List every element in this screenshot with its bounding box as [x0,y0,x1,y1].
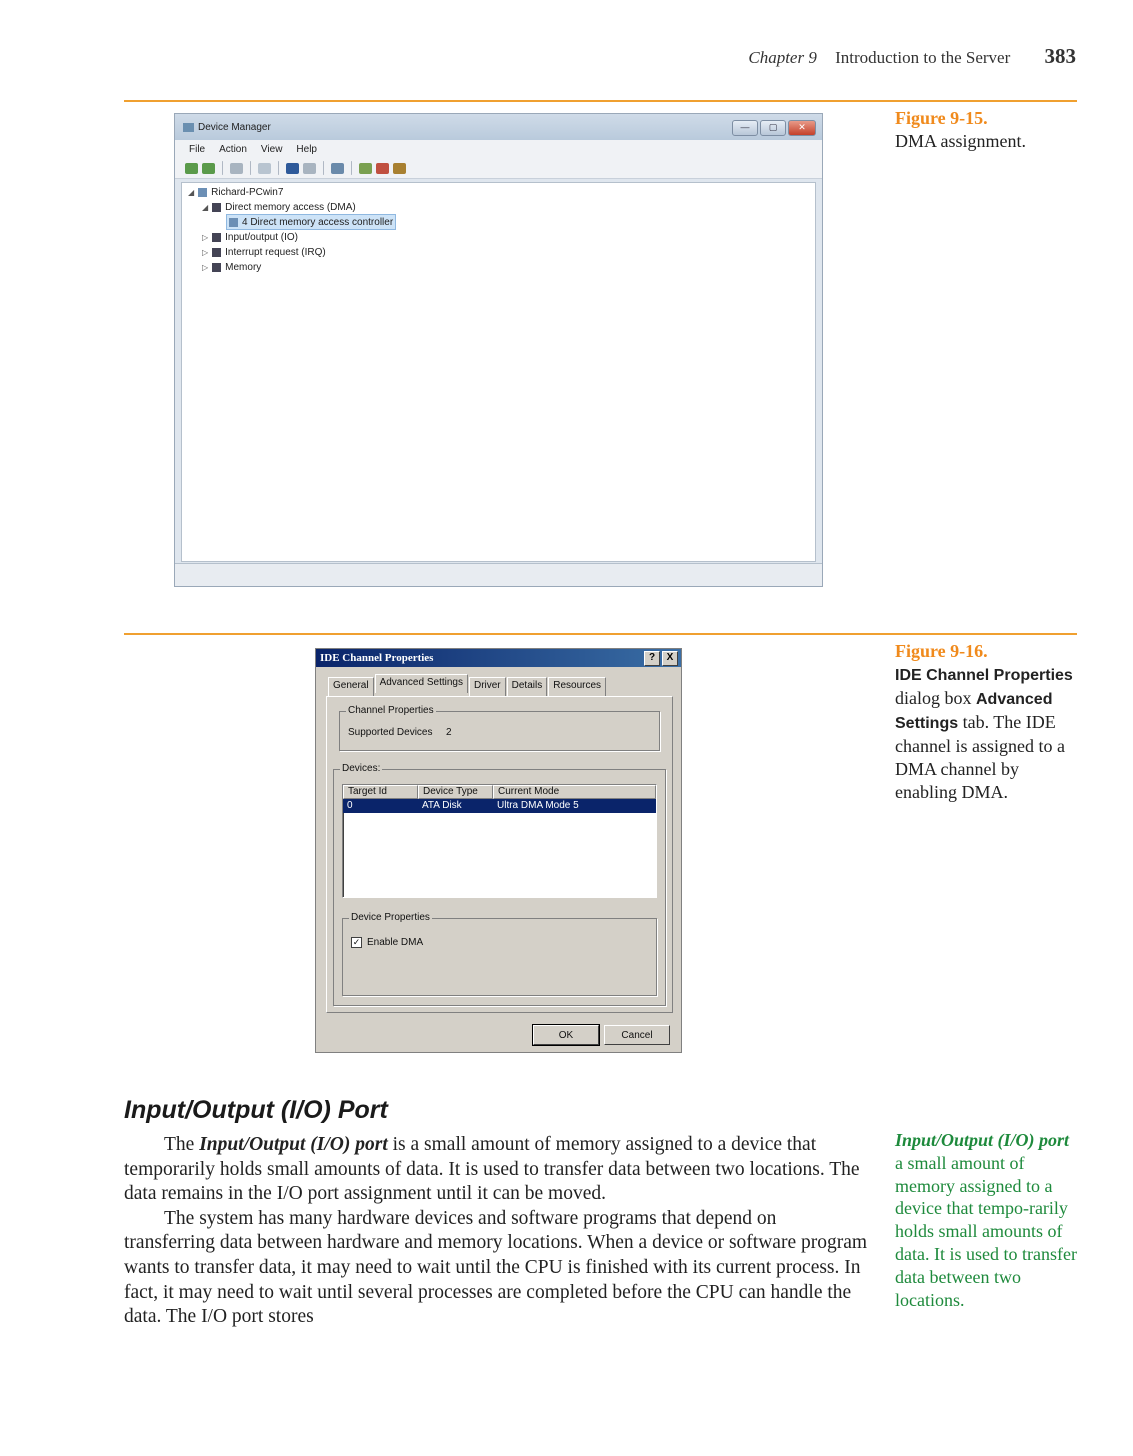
toolbar-separator [250,161,251,175]
list-header [343,785,656,799]
column-device-type[interactable]: Device Type [418,785,493,799]
tree-item-memory[interactable] [202,260,261,274]
key-term: Input/Output (I/O) port [199,1134,388,1155]
group-legend: Devices: [342,763,381,774]
toolbar-separator [278,161,279,175]
tree-item-label: Interrupt request (IRQ) [225,246,326,258]
dialog-titlebar [316,649,681,667]
tree-item-label: Direct memory access (DMA) [225,201,356,213]
device-manager-icon [183,123,194,132]
margin-definition [895,1129,1080,1311]
menu-bar [175,140,822,158]
toolbar [175,158,822,179]
figure-15-label: Figure 9-15. [895,108,988,128]
disable-device-icon[interactable] [393,163,406,174]
back-arrow-icon[interactable] [185,163,198,174]
tree-item-irq[interactable] [202,245,326,259]
checkmark-icon[interactable]: ✓ [352,937,361,947]
help-icon[interactable] [286,163,299,174]
update-driver-icon[interactable] [359,163,372,174]
device-manager-title: Device Manager [198,121,271,133]
expand-arrow-icon[interactable]: ▷ [202,247,209,257]
paragraph-text: is a small amount of memory assigned to a device that temporarily holds small amounts of data. It is used to transfer data between two locations. The data remains in the I/O port assignment until it can be moved. [124,1134,860,1205]
toolbar-separator [351,161,352,175]
menu-view[interactable]: View [260,143,283,155]
collapse-arrow-icon[interactable]: ◢ [202,202,209,212]
caption-tab-name: Advanced Settings [895,691,1053,732]
figure-16-caption [895,640,1080,804]
tree-item-dma[interactable] [202,200,356,214]
close-button[interactable]: X [662,651,678,666]
device-properties-group [342,912,657,996]
column-current-mode[interactable]: Current Mode [493,785,656,799]
controller-icon [229,218,238,227]
advanced-settings-panel [326,696,673,1013]
scan-hardware-icon[interactable] [331,163,344,174]
device-tree [181,182,816,562]
help-button[interactable]: ? [644,651,660,666]
devices-list [342,784,657,898]
resource-icon [212,203,221,212]
enable-dma-checkbox[interactable] [351,937,423,948]
tab-advanced-settings[interactable]: Advanced Settings [375,674,468,693]
uninstall-icon[interactable] [376,163,389,174]
group-legend: Device Properties [351,912,430,923]
running-header [748,44,1076,69]
supported-devices-value: 2 [446,727,452,738]
status-bar [175,563,822,586]
tree-item-dma-controller[interactable] [226,214,396,230]
paragraph-2: The system has many hardware devices and software programs that depend on transferring data between hardware and memory locations. When a device or software program wants to transfer data, it may need to wait until the CPU is finished with its current process. In fact, it may need to wait until several processes are completed before the CPU can handle the data. The I/O port stores [124,1207,868,1328]
show-hidden-icon[interactable] [258,163,271,174]
group-legend: Channel Properties [348,705,434,716]
caption-dialog-name: IDE Channel Properties [895,667,1073,684]
resource-icon [212,263,221,272]
device-manager-titlebar [175,114,822,140]
toolbar-separator [323,161,324,175]
dialog-title: IDE Channel Properties [320,652,434,664]
tree-item-label: Memory [225,261,262,273]
menu-file[interactable]: File [189,143,206,155]
tab-resources[interactable]: Resources [548,677,606,696]
caption-text: tab. The IDE channel is assigned to a DMA channel by enabling DMA. [895,712,1065,802]
collapse-arrow-icon[interactable]: ◢ [188,187,195,197]
definition-text: a small amount of memory assigned to a device that tempo-rarily holds small amounts of data. It is used to transfer data between two locations. [895,1152,1077,1310]
expand-arrow-icon[interactable]: ▷ [202,232,209,242]
computer-icon [198,188,207,197]
figure-15-text: DMA assignment. [895,131,1027,151]
ok-button[interactable]: OK [533,1025,599,1045]
definition-term: Input/Output (I/O) port [895,1130,1070,1150]
tree-item-label: 4 Direct memory access controller [242,216,394,228]
list-item[interactable] [343,799,656,813]
devices-group [333,763,666,1006]
menu-action[interactable]: Action [219,143,247,155]
chapter-label: Chapter 9 [748,48,817,67]
resource-icon [212,248,221,257]
view-icon[interactable] [303,163,316,174]
enable-dma-label: Enable DMA [367,937,424,948]
paragraph-text: The [164,1134,200,1155]
cell-device-type: ATA Disk [422,800,462,811]
properties-icon[interactable] [230,163,243,174]
tree-item-label: Input/output (IO) [225,231,298,243]
supported-devices-label: Supported Devices [348,727,433,738]
column-target-id[interactable]: Target Id [343,785,418,799]
figure-15-caption [895,107,1080,153]
cell-target-id: 0 [347,800,353,811]
tree-item-io[interactable] [202,230,298,244]
cell-current-mode: Ultra DMA Mode 5 [497,800,579,811]
figure-rule [124,633,1077,635]
caption-text: dialog box [895,688,976,708]
expand-arrow-icon[interactable]: ▷ [202,262,209,272]
tab-driver[interactable]: Driver [469,677,506,696]
tree-root-label: Richard-PCwin7 [211,186,284,198]
section-heading: Input/Output (I/O) Port [124,1096,388,1124]
paragraph-1 [124,1133,869,1207]
menu-help[interactable]: Help [296,143,317,155]
tab-strip [328,677,607,696]
tab-details[interactable]: Details [507,677,548,696]
tree-root[interactable] [188,185,283,199]
resource-icon [212,233,221,242]
body-text [124,1133,869,1330]
tab-general[interactable]: General [328,677,374,696]
device-manager-window [174,113,823,587]
forward-arrow-icon[interactable] [202,163,215,174]
figure-rule [124,100,1077,102]
page-number: 383 [1044,44,1076,68]
minimize-button[interactable]: — [732,120,758,136]
maximize-button[interactable]: ▢ [760,120,786,136]
channel-properties-group [339,705,660,751]
close-button[interactable]: ✕ [788,120,816,136]
toolbar-separator [222,161,223,175]
ide-channel-properties-dialog [315,648,682,1053]
figure-16-label: Figure 9-16. [895,641,988,661]
section-title: Introduction to the Server [835,48,1011,67]
cancel-button[interactable]: Cancel [604,1025,670,1045]
